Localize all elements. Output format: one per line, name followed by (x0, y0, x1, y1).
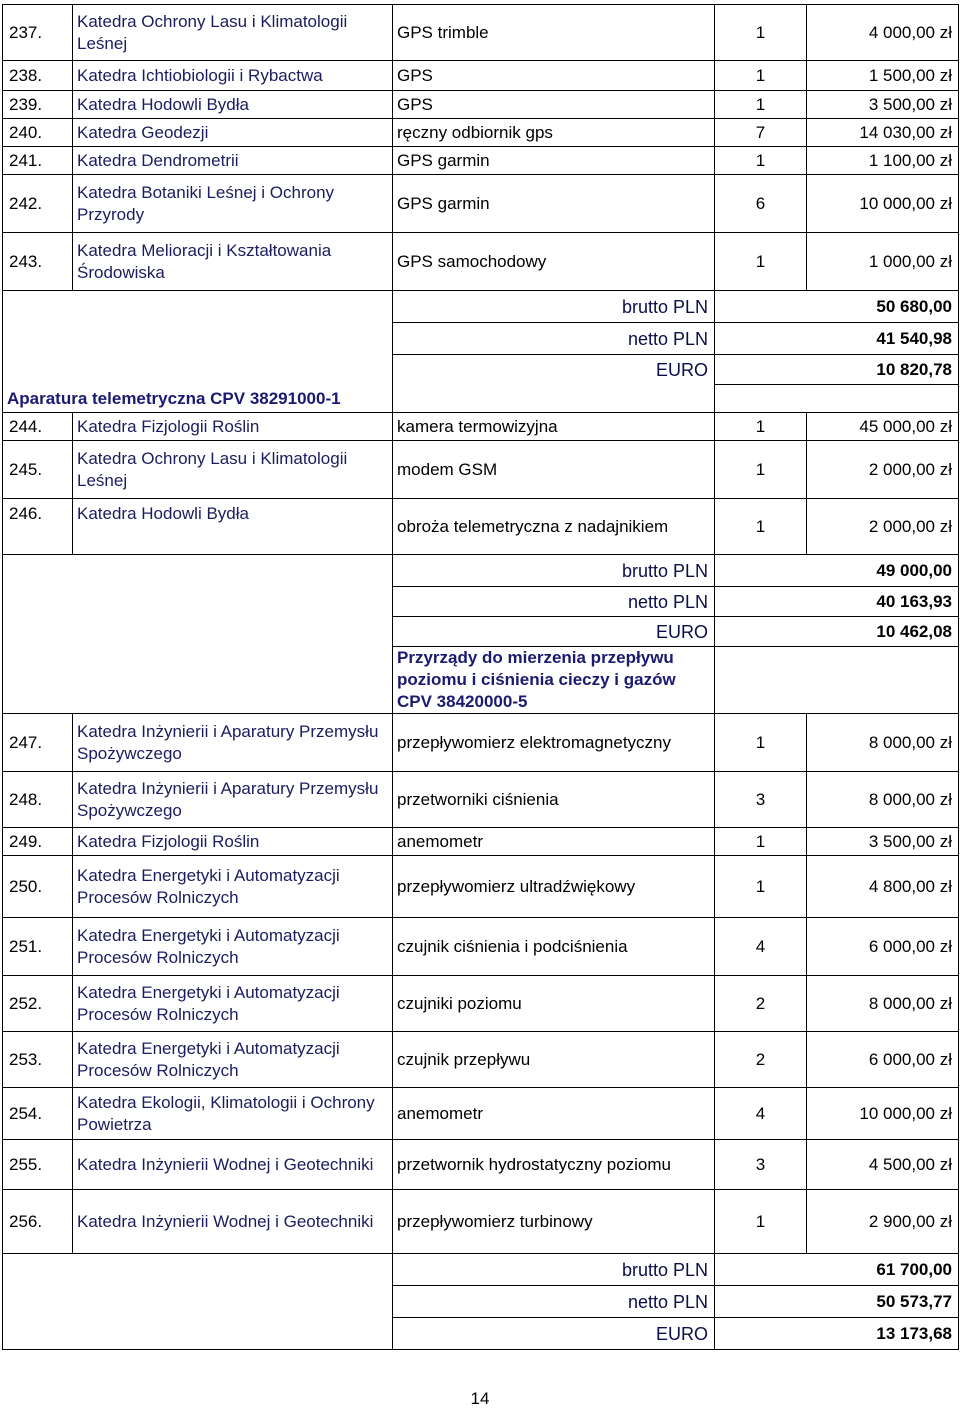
item-name: przepływomierz elektromagnetyczny (393, 714, 715, 772)
table-row (3, 175, 959, 233)
row-number: 249. (3, 828, 73, 856)
table-row (3, 61, 959, 91)
price: 3 500,00 zł (807, 91, 959, 119)
brutto-label: brutto PLN (393, 291, 715, 323)
table-row (3, 1088, 959, 1140)
item-name: przetworniki ciśnienia (393, 772, 715, 828)
item-name: GPS garmin (393, 147, 715, 175)
item-name: czujnik ciśnienia i podciśnienia (393, 918, 715, 976)
item-name: anemometr (393, 1088, 715, 1140)
table-row (3, 828, 959, 856)
quantity: 1 (715, 828, 807, 856)
quantity: 1 (715, 147, 807, 175)
item-name: obroża telemetryczna z nadajnikiem (393, 499, 715, 555)
brutto-value: 50 680,00 (715, 291, 959, 323)
row-number: 243. (3, 233, 73, 291)
row-number: 240. (3, 119, 73, 147)
row-number: 247. (3, 714, 73, 772)
totals-row-brutto (3, 555, 959, 587)
row-number: 255. (3, 1140, 73, 1190)
netto-value: 40 163,93 (715, 587, 959, 617)
item-name: GPS (393, 61, 715, 91)
row-number: 253. (3, 1032, 73, 1088)
price: 45 000,00 zł (807, 413, 959, 441)
item-name: GPS trimble (393, 5, 715, 61)
table-row (3, 1190, 959, 1254)
unit-name: Katedra Fizjologii Roślin (73, 413, 393, 441)
row-number: 241. (3, 147, 73, 175)
unit-name: Katedra Energetyki i Automatyzacji Procesów Rolniczych (73, 1032, 393, 1088)
quantity: 1 (715, 499, 807, 555)
row-number: 254. (3, 1088, 73, 1140)
euro-value: 13 173,68 (715, 1318, 959, 1350)
euro-label: EURO (393, 1318, 715, 1350)
totals-row-brutto (3, 291, 959, 323)
item-name: modem GSM (393, 441, 715, 499)
price: 1 500,00 zł (807, 61, 959, 91)
brutto-label: brutto PLN (393, 555, 715, 587)
price: 14 030,00 zł (807, 119, 959, 147)
unit-name: Katedra Melioracji i Kształtowania Środowiska (73, 233, 393, 291)
unit-name: Katedra Inżynierii i Aparatury Przemysłu Spożywczego (73, 714, 393, 772)
unit-name: Katedra Hodowli Bydła (73, 499, 393, 555)
price: 1 100,00 zł (807, 147, 959, 175)
price: 1 000,00 zł (807, 233, 959, 291)
unit-name: Katedra Inżynierii i Aparatury Przemysłu Spożywczego (73, 772, 393, 828)
unit-name: Katedra Ichtiobiologii i Rybactwa (73, 61, 393, 91)
item-name: czujniki poziomu (393, 976, 715, 1032)
netto-label: netto PLN (393, 1286, 715, 1318)
empty-cell (3, 555, 393, 714)
euro-value: 10 462,08 (715, 617, 959, 647)
item-name: przetwornik hydrostatyczny poziomu (393, 1140, 715, 1190)
empty-cell (393, 385, 715, 413)
quantity: 2 (715, 1032, 807, 1088)
row-number: 245. (3, 441, 73, 499)
table-row (3, 1032, 959, 1088)
euro-value: 10 820,78 (715, 355, 959, 385)
item-name: GPS (393, 91, 715, 119)
price: 10 000,00 zł (807, 1088, 959, 1140)
unit-name: Katedra Geodezji (73, 119, 393, 147)
price: 6 000,00 zł (807, 1032, 959, 1088)
row-number: 238. (3, 61, 73, 91)
price: 3 500,00 zł (807, 828, 959, 856)
quantity: 1 (715, 441, 807, 499)
netto-value: 50 573,77 (715, 1286, 959, 1318)
quantity: 3 (715, 772, 807, 828)
procurement-table (2, 4, 959, 1350)
quantity: 1 (715, 233, 807, 291)
quantity: 1 (715, 1190, 807, 1254)
unit-name: Katedra Ochrony Lasu i Klimatologii Leśnej (73, 441, 393, 499)
section-title: Przyrządy do mierzenia przepływu poziomu i ciśnienia cieczy i gazów CPV 38420000-5 (393, 647, 715, 714)
quantity: 1 (715, 714, 807, 772)
table-row (3, 413, 959, 441)
quantity: 6 (715, 175, 807, 233)
price: 10 000,00 zł (807, 175, 959, 233)
row-number: 250. (3, 856, 73, 918)
row-number: 252. (3, 976, 73, 1032)
quantity: 4 (715, 918, 807, 976)
quantity: 1 (715, 5, 807, 61)
quantity: 1 (715, 413, 807, 441)
quantity: 4 (715, 1088, 807, 1140)
row-number: 244. (3, 413, 73, 441)
row-number: 248. (3, 772, 73, 828)
table-row (3, 233, 959, 291)
price: 4 000,00 zł (807, 5, 959, 61)
item-name: anemometr (393, 828, 715, 856)
netto-value: 41 540,98 (715, 323, 959, 355)
brutto-value: 49 000,00 (715, 555, 959, 587)
table-row (3, 1140, 959, 1190)
row-number: 251. (3, 918, 73, 976)
unit-name: Katedra Ekologii, Klimatologii i Ochrony Powietrza (73, 1088, 393, 1140)
table-row (3, 119, 959, 147)
euro-label: EURO (393, 617, 715, 647)
price: 4 800,00 zł (807, 856, 959, 918)
brutto-label: brutto PLN (393, 1254, 715, 1286)
table-row (3, 856, 959, 918)
netto-label: netto PLN (393, 587, 715, 617)
item-name: przepływomierz turbinowy (393, 1190, 715, 1254)
empty-cell (715, 385, 959, 413)
price: 8 000,00 zł (807, 714, 959, 772)
totals-row-brutto (3, 1254, 959, 1286)
item-name: czujnik przepływu (393, 1032, 715, 1088)
item-name: GPS garmin (393, 175, 715, 233)
row-number: 237. (3, 5, 73, 61)
price: 4 500,00 zł (807, 1140, 959, 1190)
section-title: Aparatura telemetryczna CPV 38291000-1 (3, 291, 393, 413)
page-number: 14 (470, 1389, 490, 1408)
empty-cell (715, 647, 959, 714)
table-row (3, 5, 959, 61)
price: 2 000,00 zł (807, 441, 959, 499)
quantity: 1 (715, 61, 807, 91)
table-row (3, 976, 959, 1032)
price: 8 000,00 zł (807, 772, 959, 828)
unit-name: Katedra Inżynierii Wodnej i Geotechniki (73, 1190, 393, 1254)
table-row (3, 714, 959, 772)
unit-name: Katedra Ochrony Lasu i Klimatologii Leśnej (73, 5, 393, 61)
unit-name: Katedra Energetyki i Automatyzacji Procesów Rolniczych (73, 976, 393, 1032)
row-number: 246. (3, 499, 73, 555)
unit-name: Katedra Energetyki i Automatyzacji Procesów Rolniczych (73, 856, 393, 918)
row-number: 239. (3, 91, 73, 119)
table-row (3, 918, 959, 976)
item-name: ręczny odbiornik gps (393, 119, 715, 147)
unit-name: Katedra Botaniki Leśnej i Ochrony Przyrody (73, 175, 393, 233)
row-number: 256. (3, 1190, 73, 1254)
quantity: 3 (715, 1140, 807, 1190)
unit-name: Katedra Inżynierii Wodnej i Geotechniki (73, 1140, 393, 1190)
unit-name: Katedra Dendrometrii (73, 147, 393, 175)
empty-cell (3, 1254, 393, 1350)
table-row (3, 499, 959, 555)
quantity: 7 (715, 119, 807, 147)
quantity: 2 (715, 976, 807, 1032)
price: 2 000,00 zł (807, 499, 959, 555)
item-name: przepływomierz ultradźwiękowy (393, 856, 715, 918)
table-row (3, 147, 959, 175)
unit-name: Katedra Energetyki i Automatyzacji Procesów Rolniczych (73, 918, 393, 976)
brutto-value: 61 700,00 (715, 1254, 959, 1286)
item-name: kamera termowizyjna (393, 413, 715, 441)
netto-label: netto PLN (393, 323, 715, 355)
table-row (3, 772, 959, 828)
unit-name: Katedra Hodowli Bydła (73, 91, 393, 119)
row-number: 242. (3, 175, 73, 233)
item-name: GPS samochodowy (393, 233, 715, 291)
euro-label: EURO (393, 355, 715, 385)
unit-name: Katedra Fizjologii Roślin (73, 828, 393, 856)
quantity: 1 (715, 856, 807, 918)
quantity: 1 (715, 91, 807, 119)
price: 2 900,00 zł (807, 1190, 959, 1254)
table-row (3, 441, 959, 499)
price: 6 000,00 zł (807, 918, 959, 976)
price: 8 000,00 zł (807, 976, 959, 1032)
table-row (3, 91, 959, 119)
